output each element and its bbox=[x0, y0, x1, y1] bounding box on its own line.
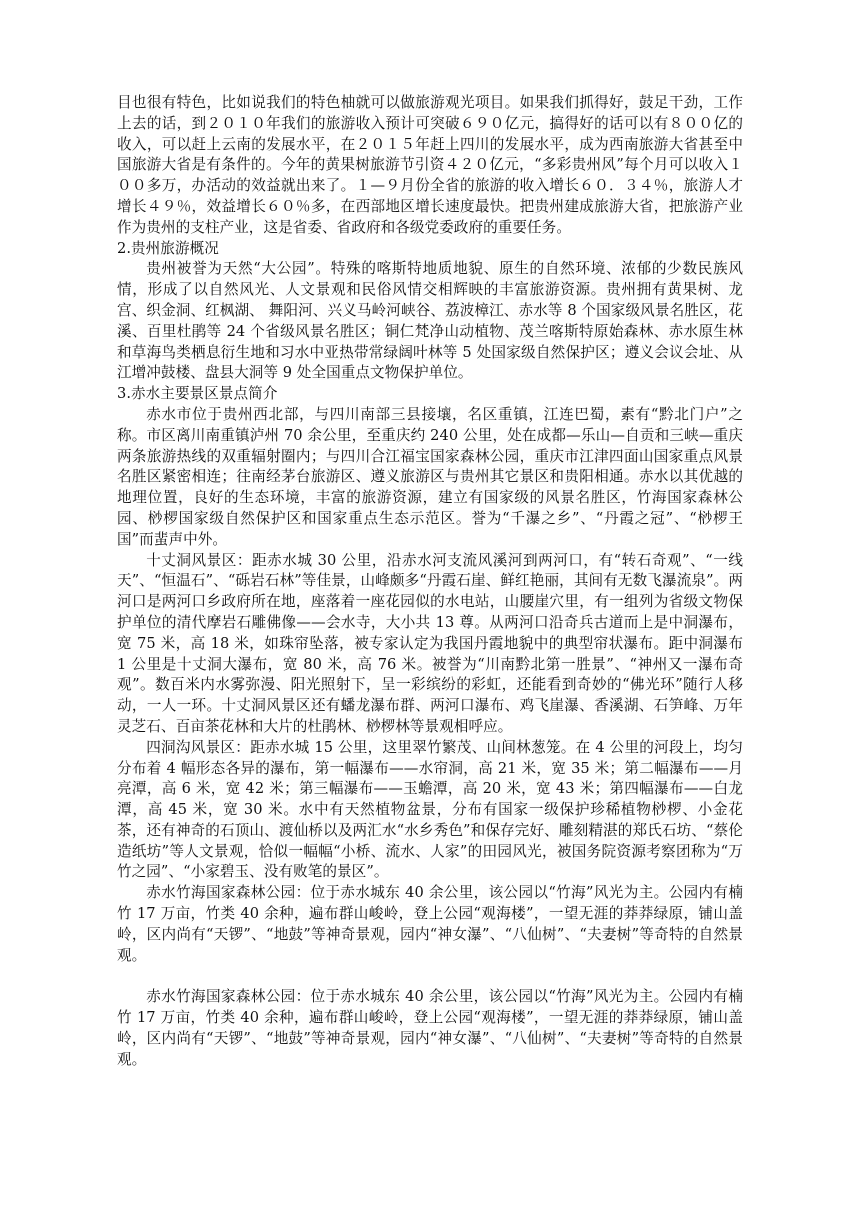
section-heading-chishui-scenic-spots: 3.赤水主要景区景点简介 bbox=[117, 385, 278, 403]
section-heading-guizhou-overview: 2.贵州旅游概况 bbox=[117, 239, 219, 257]
guizhou-overview-paragraph: 贵州被誉为天然“大公园”。特殊的喀斯特地质地貌、原生的自然环境、浓郁的少数民族风情，形成了以自然风光、人文景观和民俗风情交相辉映的丰富旅游资源。贵州拥有黄果树、龙宫、织金洞、红枫湖、 舞阳河、兴义马岭河峡谷、荔波樟江、赤水等 8 个国家级风景名胜区，花溪、百里杜鹃等 24 个省级风景名胜区；铜仁梵净山动植物、茂兰喀斯特原始森林、赤水原生林和草海鸟类栖息衍生地和习水中亚热带常绿阔叶林等 5 处国家级自然保护区；遵义会议会址、从江增冲鼓楼、盘县大洞等 9 处全国重点文物保护单位。 bbox=[117, 260, 743, 382]
bamboo-sea-paragraph: 赤水竹海国家森林公园：位于赤水城东 40 余公里，该公园以“竹海”风光为主。公园内有楠竹 17 万亩，竹类 40 余种，遍布群山峻岭，登上公园“观海楼”，一望无涯的莽莽绿原，铺山盖岭，区内尚有“天锣”、“地鼓”等神奇景观，园内“神女瀑”、“八仙树”、“夫妻树”等奇特的自然景观。 bbox=[117, 884, 743, 964]
chishui-intro-paragraph: 赤水市位于贵州西北部，与四川南部三县接壤，名区重镇，江连巴蜀，素有“黔北门户”之称。市区离川南重镇泸州 70 余公里，至重庆约 240 公里，处在成都—乐山—自贡和三峡—重庆两条旅游热线的双重辐射圈内；与四川合江福宝国家森林公园，重庆市江津四面山国家重点风景名胜区紧密相连；往南经茅台旅游区、遵义旅游区与贵州其它景区和贵阳相通。赤水以其优越的地理位置，良好的生态环境，丰富的旅游资源，建立有国家级的风景名胜区，竹海国家森林公园、桫椤国家级自然保护区和国家重点生态示范区。誉为“千瀑之乡”、“丹霞之冠”、“桫椤王国”而蜚声中外。 bbox=[117, 405, 743, 548]
bamboo-sea-paragraph-repeat: 赤水竹海国家森林公园：位于赤水城东 40 余公里，该公园以“竹海”风光为主。公园内有楠竹 17 万亩，竹类 40 余种，遍布群山峻岭，登上公园“观海楼”，一望无涯的莽莽绿原，铺山盖岭，区内尚有“天锣”、“地鼓”等神奇景观，园内“神女瀑”、“八仙树”、“夫妻树”等奇特的自然景观。 bbox=[117, 988, 743, 1068]
sidonggou-paragraph: 四洞沟风景区：距赤水城 15 公里，这里翠竹繁茂、山间林葱笼。在 4 公里的河段上，均匀分布着 4 幅形态各异的瀑布，第一幅瀑布——水帘洞，高 21 米，宽 35 米；第二幅瀑布——月亮潭，高 6 米，宽 42 米；第三幅瀑布——玉蟾潭，高 20 米，宽 43 米；第四幅瀑布——白龙潭，高 45 米，宽 30 米。水中有天然植物盆景，分布有国家一级保护珍稀植物桫椤、小金花茶，还有神奇的石顶山、渡仙桥以及两汇水“水乡秀色”和保存完好、雕刻精湛的郑氏石坊、“蔡伦造纸坊”等人文景观，恰似一幅幅“小桥、流水、人家”的田园风光，被国务院资源考察团称为“万竹之园”、“小家碧玉、没有败笔的景区”。 bbox=[117, 738, 743, 881]
intro-paragraph: 目也很有特色，比如说我们的特色柚就可以做旅游观光项目。如果我们抓得好，鼓足干劲，工作上去的话，到２０１０年我们的旅游收入预计可突破６９０亿元，搞得好的话可以有８００亿的收入，可以赶上云南的发展水平，在２０１５年赶上四川的发展水平，成为西南旅游大省甚至中国旅游大省是有条件的。今年的黄果树旅游节引资４２０亿元，“多彩贵州风”每个月可以收入１００多万，办活动的效益就出来了。１—９月份全省的旅游的收入增长６０．３４％，旅游人才增长４９％，效益增长６０％多，在西部地区增长速度最快。把贵州建成旅游大省，把旅游产业作为贵州的支柱产业，这是省委、省政府和各级党委政府的重要任务。 bbox=[117, 94, 743, 236]
document-body bbox=[117, 93, 743, 1070]
shizhangdong-paragraph: 十丈洞风景区：距赤水城 30 公里，沿赤水河支流风溪河到两河口，有“转石奇观”、“一线天”、“恒温石”、“砾岩石林”等佳景，山峰颇多“丹霞石崖、鲜红艳丽，其间有无数飞瀑流泉”。两河口是两河口乡政府所在地，座落着一座花园似的水电站，山腰崖穴里，有一组列为省级文物保护单位的清代摩岩石雕佛像——会水寺，大小共 13 尊。从两河口沿奇兵古道而上是中洞瀑布，宽 75 米，高 18 米，如珠帘坠落，被专家认定为我国丹霞地貌中的典型帘状瀑布。距中洞瀑布 1 公里是十丈洞大瀑布，宽 80 米，高 76 米。被誉为“川南黔北第一胜景”、“神州又一瀑布奇观”。数百米内水雾弥漫、阳光照射下，呈一彩缤纷的彩虹，还能看到奇妙的“佛光环”随行人移动，一人一环。十丈洞风景区还有蟠龙瀑布群、两河口瀑布、鸡飞崖瀑、香溪湖、石笋峰、万年灵芝石、百亩茶花林和大片的杜鹃林、桫椤林等景观相呼应。 bbox=[117, 551, 743, 735]
paragraph-gap bbox=[117, 966, 743, 987]
